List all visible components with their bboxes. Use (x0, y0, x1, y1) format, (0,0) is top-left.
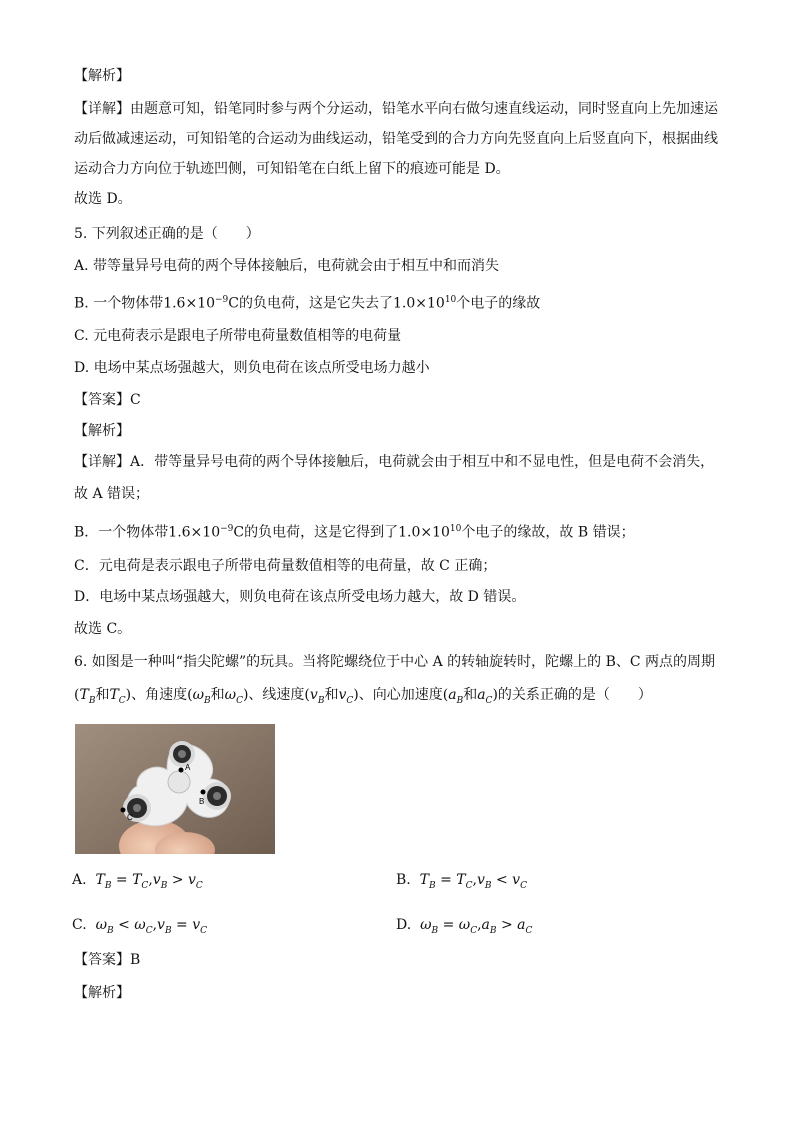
stem-text: )的关系正确的是（ ） (492, 687, 652, 703)
bearing-left-center (133, 804, 141, 812)
question-6-option-c: C. $\omega_B < \omega_C,v_B = v_C$ (72, 917, 208, 936)
question-6-stem: 6. 如图是一种叫“指尖陀螺”的玩具。当将陀螺绕位于中心 A 的转轴旋转时，陀螺上的 B、C 两点的周期 (74, 654, 716, 670)
analysis-heading: 【解析】 (74, 985, 130, 1001)
choice-conclusion: 故选 C。 (74, 621, 132, 637)
explanation-line (74, 519, 734, 541)
answer-6: 【答案】B (74, 952, 141, 968)
math-exponent: 10 (444, 295, 457, 305)
math-exponent: 10 (449, 524, 462, 534)
stem-text: 和 (463, 687, 478, 703)
math-number: 1.6×10 (168, 524, 221, 541)
answer-5: 【答案】C (74, 392, 141, 408)
question-5-option-d: D. 电场中某点场强越大，则负电荷在该点所受电场力越小 (74, 360, 430, 376)
point-a-dot (179, 768, 184, 773)
stem-text: ( (74, 687, 80, 703)
question-6-option-b: B. $T_B = T_C,v_B < v_C$ (396, 872, 527, 891)
question-6-stem: ($T_B$和$T_C$)、角速度($\omega_B$和$\omega_C$)、线速度($v_B$和$v_C$)、向心加速度($a_B$和$a_C$)的关系正确的是（ ） (74, 687, 652, 706)
choice-conclusion: 故选 D。 (74, 191, 132, 207)
option-text: 个电子的缘故 (456, 295, 541, 312)
explanation-line: D．电场中某点场强越大，则负电荷在该点所受电场力越大，故 D 错误。 (74, 589, 526, 605)
stem-text: )、向心加速度( (353, 687, 449, 703)
label-b: B (199, 797, 205, 806)
fidget-spinner-photo (75, 724, 275, 854)
option-label: C. (72, 917, 87, 933)
math-exponent: −9 (220, 524, 234, 534)
bearing-right-center (213, 792, 221, 800)
center-hub (168, 771, 190, 793)
explanation-line: 故 A 错误； (74, 486, 150, 502)
option-label: B. (396, 872, 411, 888)
question-6-option-a: A. $T_B = T_C,v_B > v_C$ (72, 872, 203, 891)
bearing-top-center (178, 750, 186, 758)
explanation-line: 动后做减速运动，可知铅笔的合运动为曲线运动，铅笔受到的合力方向先竖直向上后竖直向下，根据曲线 (74, 131, 718, 147)
explanation-line: 【详解】由题意可知，铅笔同时参与两个分运动，铅笔水平向右做匀速直线运动，同时竖直向上先加速运 (74, 101, 718, 117)
stem-text: )、角速度( (125, 687, 193, 703)
stem-text: 和 (324, 687, 339, 703)
explanation-line: 运动合力方向位于轨迹凹侧，可知铅笔在白纸上留下的痕迹可能是 D。 (74, 161, 510, 177)
explanation-text: 个电子的缘故，故 B 错误； (461, 524, 635, 541)
option-label: D. (396, 917, 412, 933)
explanation-text: C的负电荷，这是它得到了 (233, 524, 399, 541)
math-number: 1.6×10 (163, 295, 216, 312)
option-label: A. (72, 872, 87, 888)
explanation-line: 【详解】A．带等量异号电荷的两个导体接触后，电荷就会由于相互中和不显电性，但是电荷不会消失， (74, 454, 715, 470)
point-c-dot (121, 808, 126, 813)
stem-text: 和 (95, 687, 110, 703)
math-exponent: −9 (215, 295, 229, 305)
stem-text: 和 (210, 687, 225, 703)
question-5-option-a: A. 带等量异号电荷的两个导体接触后，电荷就会由于相互中和而消失 (74, 258, 500, 274)
option-text: B. 一个物体带 (74, 295, 164, 312)
analysis-heading: 【解析】 (74, 423, 130, 439)
math-number: 1.0×10 (393, 295, 445, 312)
question-5-option-c: C. 元电荷表示是跟电子所带电荷量数值相等的电荷量 (74, 328, 402, 344)
question-5-stem: 5. 下列叙述正确的是（ ） (74, 226, 260, 242)
analysis-heading: 【解析】 (74, 68, 130, 84)
point-b-dot (201, 790, 206, 795)
label-a: A (185, 763, 191, 772)
question-5-option-b (74, 290, 734, 312)
option-text: C的负电荷，这是它失去了 (228, 295, 394, 312)
explanation-line: C．元电荷是表示跟电子所带电荷量数值相等的电荷量，故 C 正确； (74, 558, 497, 574)
stem-text: )、线速度( (242, 687, 310, 703)
question-6-option-d: D. $\omega_B = \omega_C,a_B > a_C$ (396, 917, 533, 936)
label-c: C (127, 813, 133, 822)
fidget-spinner-illustration (75, 724, 275, 854)
explanation-text: B．一个物体带 (74, 524, 169, 541)
math-number: 1.0×10 (398, 524, 450, 541)
